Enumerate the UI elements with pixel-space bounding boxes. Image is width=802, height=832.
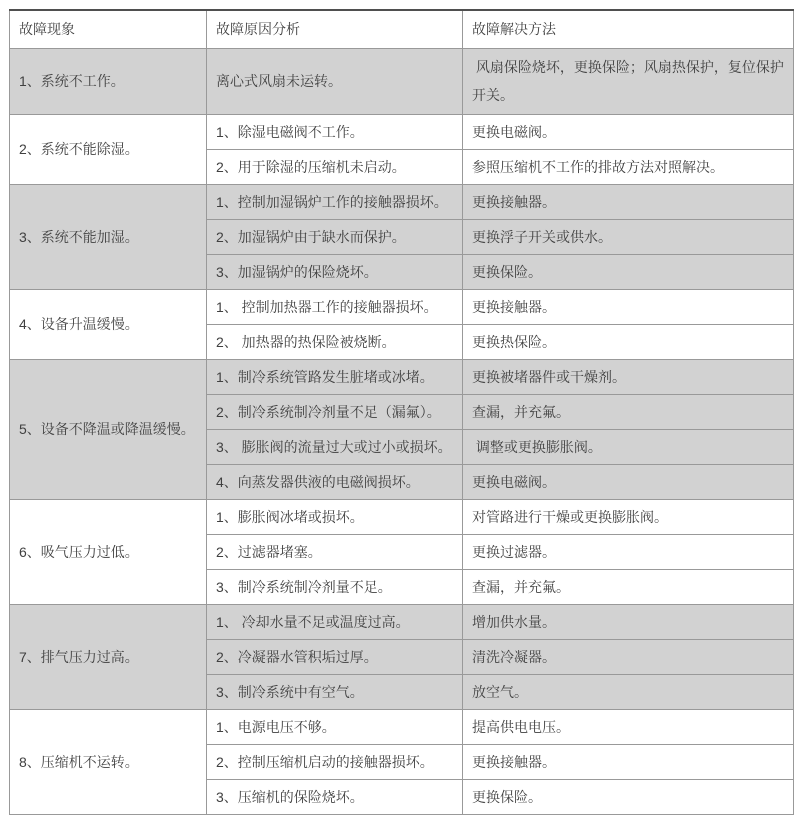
solution-cell: 参照压缩机不工作的排故方法对照解决。 — [463, 149, 794, 184]
table-row — [10, 184, 794, 219]
cause-cell: 1、制冷系统管路发生脏堵或冰堵。 — [207, 359, 463, 394]
cause-cell: 3、压缩机的保险烧坏。 — [207, 779, 463, 814]
table-row — [10, 48, 794, 114]
cause-cell: 2、制冷系统制冷剂量不足（漏氟）。 — [207, 394, 463, 429]
phenomenon-cell: 8、压缩机不运转。 — [10, 709, 207, 814]
solution-cell: 清洗冷凝器。 — [463, 639, 794, 674]
cause-cell: 3、制冷系统制冷剂量不足。 — [207, 569, 463, 604]
cause-cell: 1、 冷却水量不足或温度过高。 — [207, 604, 463, 639]
phenomenon-cell: 5、设备不降温或降温缓慢。 — [10, 359, 207, 499]
phenomenon-cell: 3、系统不能加湿。 — [10, 184, 207, 289]
solution-cell: 更换过滤器。 — [463, 534, 794, 569]
header-cause-analysis: 故障原因分析 — [207, 10, 463, 48]
solution-cell: 更换接触器。 — [463, 744, 794, 779]
cause-cell: 2、用于除湿的压缩机未启动。 — [207, 149, 463, 184]
solution-cell: 更换接触器。 — [463, 289, 794, 324]
cause-cell: 2、冷凝器水管积垢过厚。 — [207, 639, 463, 674]
solution-cell: 更换热保险。 — [463, 324, 794, 359]
table-row — [10, 604, 794, 639]
cause-cell: 3、 膨胀阀的流量过大或过小或损坏。 — [207, 429, 463, 464]
solution-cell: 查漏，并充氟。 — [463, 569, 794, 604]
phenomenon-cell: 7、排气压力过高。 — [10, 604, 207, 709]
solution-cell: 风扇保险烧坏，更换保险；风扇热保护，复位保护开关。 — [463, 48, 794, 114]
cause-cell: 2、控制压缩机启动的接触器损坏。 — [207, 744, 463, 779]
solution-cell: 对管路进行干燥或更换膨胀阀。 — [463, 499, 794, 534]
solution-cell: 提高供电电压。 — [463, 709, 794, 744]
solution-cell: 放空气。 — [463, 674, 794, 709]
cause-cell: 离心式风扇未运转。 — [207, 48, 463, 114]
solution-cell: 更换接触器。 — [463, 184, 794, 219]
solution-cell: 更换被堵器件或干燥剂。 — [463, 359, 794, 394]
cause-cell: 3、制冷系统中有空气。 — [207, 674, 463, 709]
table-row — [10, 709, 794, 744]
solution-cell: 更换保险。 — [463, 779, 794, 814]
phenomenon-cell: 2、系统不能除湿。 — [10, 114, 207, 184]
phenomenon-cell: 4、设备升温缓慢。 — [10, 289, 207, 359]
cause-cell: 2、 加热器的热保险被烧断。 — [207, 324, 463, 359]
cause-cell: 1、膨胀阀冰堵或损坏。 — [207, 499, 463, 534]
cause-cell: 3、加湿锅炉的保险烧坏。 — [207, 254, 463, 289]
table-row — [10, 359, 794, 394]
cause-cell: 4、向蒸发器供液的电磁阀损坏。 — [207, 464, 463, 499]
cause-cell: 1、除湿电磁阀不工作。 — [207, 114, 463, 149]
cause-cell: 2、过滤器堵塞。 — [207, 534, 463, 569]
header-solution: 故障解决方法 — [463, 10, 794, 48]
phenomenon-cell: 6、吸气压力过低。 — [10, 499, 207, 604]
phenomenon-cell: 1、系统不工作。 — [10, 48, 207, 114]
solution-cell: 查漏，并充氟。 — [463, 394, 794, 429]
solution-cell: 更换保险。 — [463, 254, 794, 289]
cause-cell: 1、电源电压不够。 — [207, 709, 463, 744]
table-row — [10, 289, 794, 324]
solution-cell: 增加供水量。 — [463, 604, 794, 639]
header-row — [10, 10, 794, 48]
cause-cell: 1、 控制加热器工作的接触器损坏。 — [207, 289, 463, 324]
table-row — [10, 114, 794, 149]
table-row — [10, 499, 794, 534]
fault-diagnosis-table — [9, 9, 794, 815]
solution-cell: 更换电磁阀。 — [463, 114, 794, 149]
table-header — [10, 10, 794, 48]
solution-cell: 调整或更换膨胀阀。 — [463, 429, 794, 464]
solution-cell: 更换电磁阀。 — [463, 464, 794, 499]
header-phenomenon: 故障现象 — [10, 10, 207, 48]
solution-cell: 更换浮子开关或供水。 — [463, 219, 794, 254]
cause-cell: 1、控制加湿锅炉工作的接触器损坏。 — [207, 184, 463, 219]
cause-cell: 2、加湿锅炉由于缺水而保护。 — [207, 219, 463, 254]
fault-table-body — [10, 48, 794, 814]
